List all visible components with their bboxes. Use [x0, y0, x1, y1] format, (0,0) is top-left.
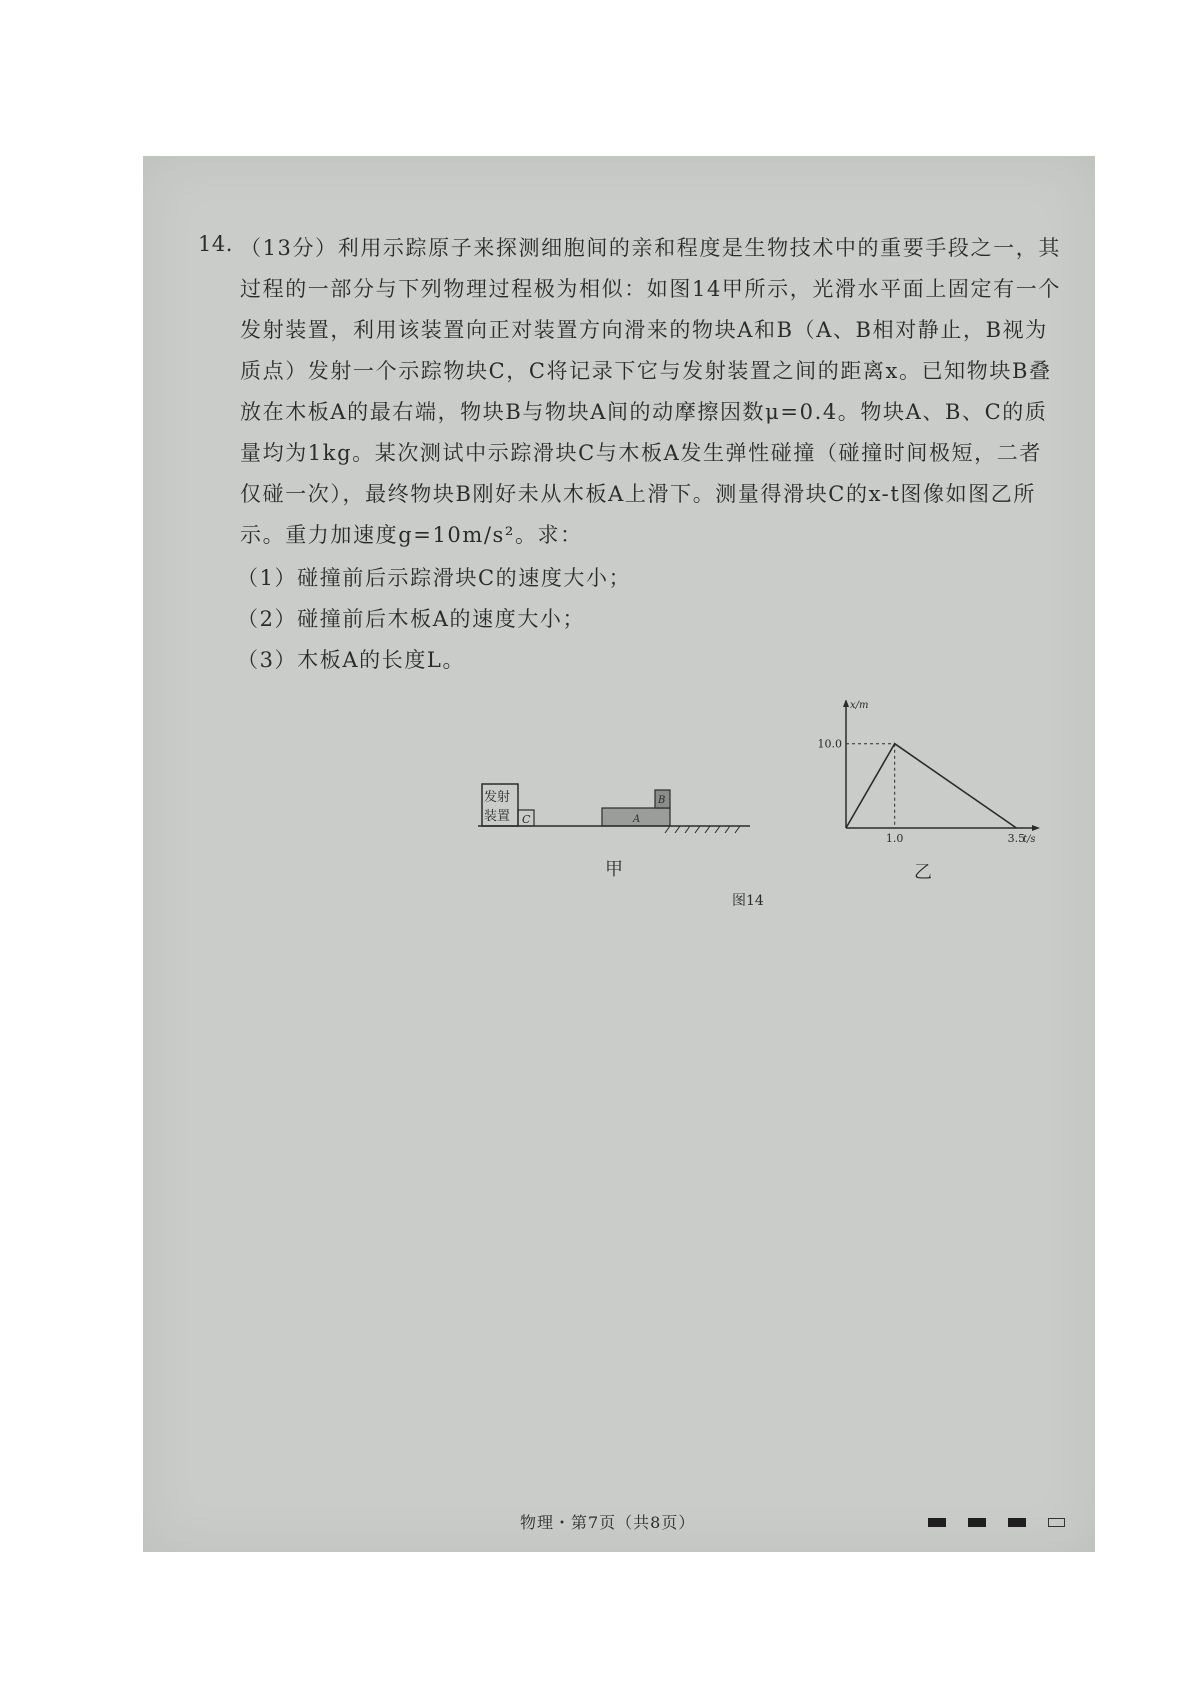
block-b-label: B [658, 795, 666, 806]
sub-question-1: （1）碰撞前后示踪滑块C的速度大小； [237, 566, 632, 590]
x-axis-label: t/s [1023, 834, 1036, 845]
page-mark-4 [1048, 1518, 1065, 1527]
question-line-3: 发射装置，利用该装置向正对装置方向滑来的物块A和B（A、B相对静止，B视为 [240, 318, 1048, 342]
figure-caption: 图14 [732, 893, 764, 909]
figure-left-label: 甲 [605, 859, 623, 880]
block-c-label: C [522, 813, 531, 826]
board-a-label: A [633, 814, 641, 825]
figure-left-diagram [470, 780, 760, 860]
question-line-1: （13分）利用示踪原子来探测细胞间的亲和程度是生物技术中的重要手段之一，其 [240, 236, 1061, 260]
launcher-label-top: 发射 [484, 790, 511, 805]
x-axis-arrow [1032, 825, 1040, 831]
y-axis-label: x/m [850, 700, 869, 711]
launcher-label-bottom: 装置 [484, 809, 511, 824]
x-tick-label-2: 3.5 [1007, 832, 1026, 845]
page-mark-3 [1008, 1518, 1026, 1527]
figure-right-label: 乙 [914, 862, 932, 883]
page-mark-2 [968, 1518, 986, 1527]
y-axis-arrow [843, 700, 849, 707]
question-line-7: 仅碰一次），最终物块B刚好未从木板A上滑下。测量得滑块C的x-t图像如图乙所 [240, 482, 1036, 506]
question-line-8: 示。重力加速度g=10m/s²。求： [240, 523, 583, 547]
question-line-5: 放在木板A的最右端，物块B与物块A间的动摩擦因数μ=0.4。物块A、B、C的质 [240, 400, 1048, 424]
question-line-6: 量均为1kg。某次测试中示踪滑块C与木板A发生弹性碰撞（碰撞时间极短，二者 [240, 441, 1042, 465]
ground-hatching [665, 826, 740, 833]
question-line-2: 过程的一部分与下列物理过程极为相似：如图14甲所示，光滑水平面上固定有一个 [240, 277, 1061, 301]
sub-question-3: （3）木板A的长度L。 [237, 648, 466, 672]
page-mark-1 [928, 1518, 946, 1527]
xt-series-line [846, 744, 1016, 828]
x-tick-label-1: 1.0 [885, 832, 904, 845]
page-footer: 物理・第7页（共8页） [520, 1513, 696, 1532]
y-tick-label: 10.0 [817, 737, 842, 751]
question-number: 14. [198, 232, 233, 256]
sub-question-2: （2）碰撞前后木板A的速度大小； [237, 607, 586, 631]
xt-chart [800, 700, 1040, 850]
question-line-4: 质点）发射一个示踪物块C，C将记录下它与发射装置之间的距离x。已知物块B叠 [240, 359, 1052, 383]
